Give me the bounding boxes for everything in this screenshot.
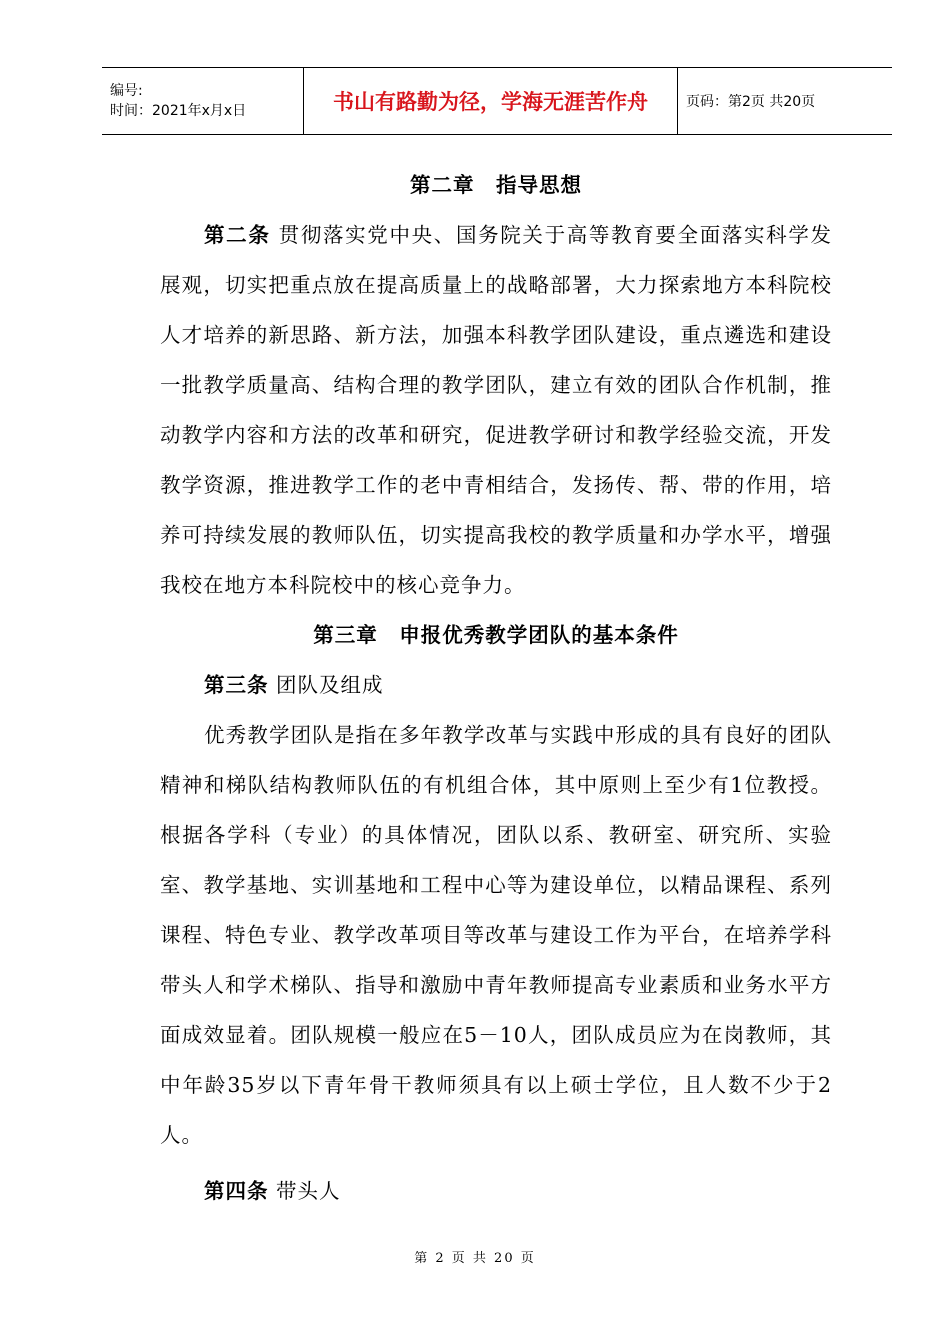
article-4-title: 带头人: [276, 1179, 341, 1203]
chapter-2-title: 第二章 指导思想: [410, 173, 582, 197]
article-3-title: 团队及组成: [276, 673, 384, 697]
page-footer: 第 2 页 共 20 页: [414, 1251, 536, 1266]
article-2-text: 贯彻落实党中央、国务院关于高等教育要全面落实科学发展观，切实把重点放在提高质量上的战略部署，大力探索地方本科院校人才培养的新思路、新方法，加强本科教学团队建设，重点遴选和建设一批教学质量高、结构合理的教学团队，建立有效的团队合作机制，推动教学内容和方法的改革和研究，促进教学研讨和教学经验交流，开发教学资源，推进教学工作的老中青相结合，发扬传、帮、带的作用，培养可持续发展的教师队伍，切实提高我校的教学质量和办学水平，增强我校在地方本科院校中的核心竞争力。: [160, 223, 833, 597]
header-page-label: 页码：第2页 共20页: [686, 94, 816, 110]
article-4-label: 第四条: [204, 1179, 269, 1203]
header-meta: [102, 68, 304, 134]
header-number-label: 编号:: [110, 83, 143, 99]
document-body: [160, 160, 832, 1216]
chapter-3-title: 第三章 申报优秀教学团队的基本条件: [313, 623, 679, 647]
header-motto: 书山有路勤为径，学海无涯苦作舟: [304, 68, 678, 134]
article-3-heading: [160, 660, 832, 710]
page-header: [102, 67, 892, 135]
article-3-label: 第三条: [204, 673, 269, 697]
article-2: [160, 210, 832, 610]
article-4-heading: [160, 1166, 832, 1216]
article-3-text: 优秀教学团队是指在多年教学改革与实践中形成的具有良好的团队精神和梯队结构教师队伍的有机组合体，其中原则上至少有1位教授。根据各学科（专业）的具体情况，团队以系、教研室、研究所、实验室、教学基地、实训基地和工程中心等为建设单位，以精品课程、系列课程、特色专业、教学改革项目等改革与建设工作为平台，在培养学科带头人和学术梯队、指导和激励中青年教师提高专业素质和业务水平方面成效显着。团队规模一般应在5－10人，团队成员应为在岗教师，其中年龄35岁以下青年骨干教师须具有以上硕士学位，且人数不少于2人。: [160, 723, 832, 1147]
header-time-label: 时间：2021年x月x日: [110, 103, 247, 119]
article-2-label: 第二条: [204, 223, 271, 247]
